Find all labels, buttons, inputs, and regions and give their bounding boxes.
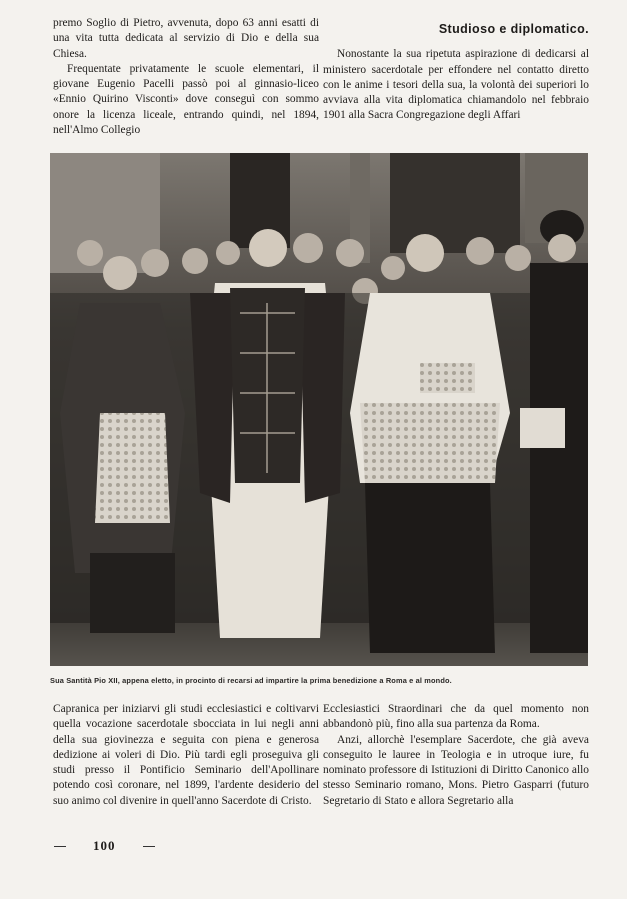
paragraph: Nonostante la sua ripetuta aspirazione di dedicarsi al ministero sacerdotale per effondere nel contatto diretto con le anime i tesori della sua, la volontà dei superiori lo avviava alla vita diplomatica chiamandolo nel febbraio 1901 alla Sacra Congregazione degli Affari xyxy=(323,48,589,122)
page-number: 100 xyxy=(93,838,116,853)
text-column-bottom-left xyxy=(53,702,319,809)
page-number-dash-right xyxy=(143,846,155,847)
photograph xyxy=(50,153,588,666)
paragraph: Capranica per iniziarvi gli studi ecclesiastici e coltivarvi quella vocazione sacerdotale sbocciata in lui negli anni della sua giovinezza e seguita con piena e generosa dedizione ai voleri di Dio. Più tardi egli proseguiva gli studi presso il Pontificio Seminario dell'Apollinare potendo così coronare, nel 1899, l'ardente desiderio del suo animo col divenire in quell'anno Sacerdote di Cristo. xyxy=(53,703,319,807)
paragraph: premo Soglio di Pietro, avvenuta, dopo 63 anni esatti di una vita tutta dedicata al servizio di Dio e della sua Chiesa. xyxy=(53,17,319,60)
photo-caption: Sua Santità Pio XII, appena eletto, in procinto di recarsi ad impartire la prima benedizione a Roma e al mondo. xyxy=(50,676,452,685)
paragraph: Frequentate privatamente le scuole elementari, il giovane Eugenio Pacelli passò poi al ginnasio-liceo «Ennio Quirino Visconti» dove conseguì con sommo onore la licenza liceale, entrando quindi, nel 1894, nell'Almo Collegio xyxy=(53,62,319,137)
text-column-top-right xyxy=(323,16,589,124)
page-number-dash-left xyxy=(54,846,66,847)
section-heading: Studioso e diplomatico. xyxy=(438,22,589,36)
photo-illustration xyxy=(50,153,588,666)
text-column-top-left xyxy=(53,16,319,138)
paragraph: Anzi, allorchè l'esemplare Sacerdote, che già aveva conseguito le lauree in Teologia e in utroque iure, fu nominato professore di Istituzioni di Diritto Canonico allo stesso Seminario romano, Mons. Pietro Gasparri (futuro Segretario di Stato e allora Segretario alla xyxy=(323,733,589,807)
text-column-bottom-right xyxy=(323,702,589,809)
paragraph: Ecclesiastici Straordinari che da quel momento non abbandonò più, fino alla sua partenza da Roma. xyxy=(323,703,589,731)
